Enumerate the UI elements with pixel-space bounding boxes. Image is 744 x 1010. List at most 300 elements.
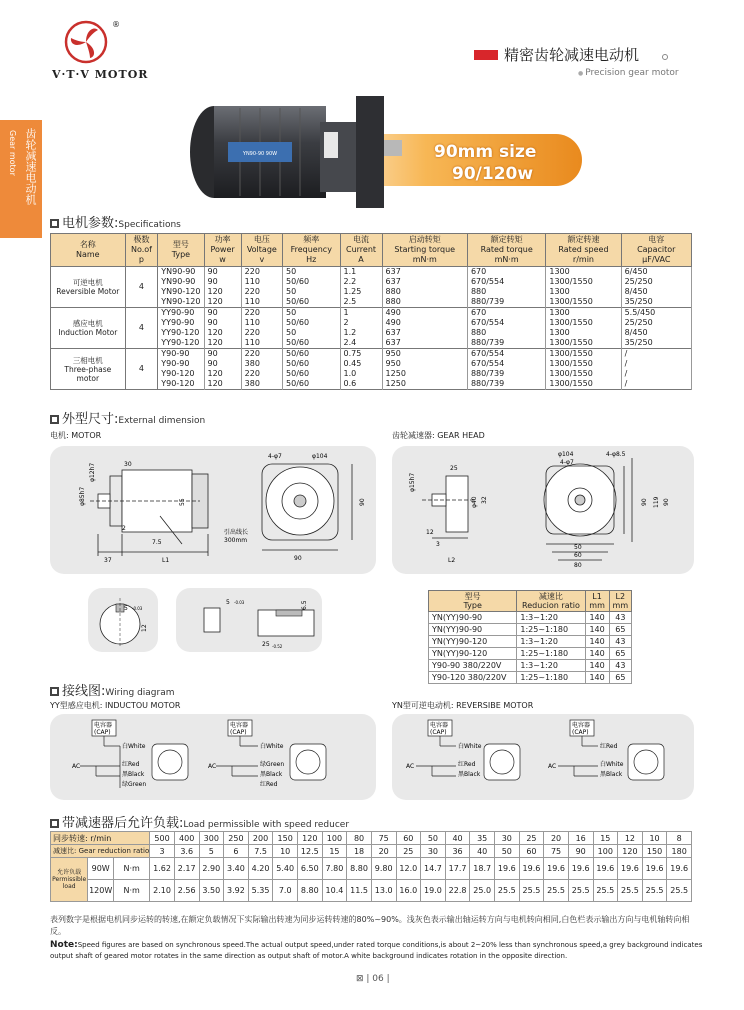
- spec-header-8: [467, 234, 545, 267]
- spec-cell: 1300: [546, 267, 621, 278]
- load-value-cell: 18.7: [470, 858, 495, 880]
- motor-dim-d11: 90: [359, 498, 366, 506]
- page-title: 精密齿轮减速电动机: [504, 46, 640, 64]
- gear-header-2: [585, 591, 609, 612]
- spec-cell: 637: [382, 338, 467, 349]
- load-ratio-cell: 18: [347, 845, 372, 858]
- load-power: 90W: [88, 858, 114, 880]
- load-ratio-cell: 40: [470, 845, 495, 858]
- wiring-mid-wire-4: 红Red: [260, 781, 278, 788]
- brand-name: V·T·V MOTOR: [52, 68, 149, 81]
- page-number-value: 06: [372, 974, 384, 984]
- load-value-cell: 8.80: [347, 858, 372, 880]
- load-ratio-cell: 3: [150, 845, 175, 858]
- spec-cell: Y90-90: [158, 349, 204, 360]
- load-ratio-cell: 75: [544, 845, 569, 858]
- spec-header-en: Current A: [346, 245, 377, 264]
- gear-cell: YN(YY)90-90: [429, 612, 517, 624]
- wiring-cap-en: (CAP): [94, 729, 111, 736]
- gear-cell: Y90-120 380/220V: [429, 672, 517, 684]
- gear-dim-d5: 4-φ8.5: [606, 451, 626, 458]
- load-speed-cell: 25: [519, 832, 544, 845]
- gear-cell: 140: [585, 672, 609, 684]
- spec-cell: 1250: [382, 379, 467, 390]
- wiring-cap-en-2: (CAP): [230, 729, 247, 736]
- motor-dim-d3: 30: [124, 461, 132, 468]
- spec-cell: Y90-120: [158, 369, 204, 379]
- spec-group-name: [51, 349, 126, 390]
- load-speed-cell: 35: [470, 832, 495, 845]
- key-dim-k3: 5: [226, 599, 230, 606]
- wiring-right-label: YN型可逆电动机: REVERSIBE MOTOR: [392, 701, 534, 710]
- load-value-cell: 19.6: [642, 858, 667, 880]
- load-ratio-cell: 30: [421, 845, 446, 858]
- spec-cell: 50/60: [283, 338, 340, 349]
- load-ratio-cell: 20: [371, 845, 396, 858]
- spec-cell: YY90-90: [158, 308, 204, 319]
- gear-dim-d4: φ104: [558, 451, 574, 458]
- spec-cell: 220: [241, 328, 282, 338]
- key-side-drawing: [176, 588, 322, 652]
- spec-cell: 637: [382, 328, 467, 338]
- spec-heading-en: Specifications: [118, 220, 181, 230]
- motor-nameplate: YN90-90 90W: [242, 151, 278, 157]
- spec-row: [51, 267, 692, 278]
- spec-cell: 1.25: [340, 287, 382, 297]
- load-value-cell: 6.50: [298, 858, 323, 880]
- spec-cell: 90: [204, 308, 241, 319]
- spec-cell: 2: [340, 318, 382, 328]
- spec-group-name: [51, 267, 126, 308]
- load-ratio-cell: 180: [667, 845, 692, 858]
- load-ratio-label: 减速比: Gear reduction ratio: [51, 845, 150, 858]
- spec-cell: 1: [340, 308, 382, 319]
- gear-dim-d6: φ40: [471, 496, 478, 508]
- wiring-cap-cn: 电容器: [94, 722, 113, 729]
- load-side-cn: 允许负载: [57, 869, 82, 876]
- spec-header-en: Voltage v: [246, 245, 277, 264]
- spec-cell: 670/554: [467, 359, 545, 369]
- spec-cell: 220: [241, 369, 282, 379]
- load-ratio-cell: 6: [224, 845, 249, 858]
- gear-dim-d15: 119: [653, 496, 660, 508]
- load-ratio-cell: 12.5: [298, 845, 323, 858]
- load-value-cell: 2.90: [199, 858, 224, 880]
- spec-cell: 110: [241, 318, 282, 328]
- load-value-cell: 14.7: [421, 858, 446, 880]
- spec-cell: 1300/1550: [546, 297, 621, 308]
- load-unit: N·m: [114, 858, 150, 880]
- load-table: [50, 831, 692, 902]
- load-value-cell: 8.80: [298, 880, 323, 902]
- gear-cell: 1:25~1:180: [517, 624, 585, 636]
- load-value-cell: 17.7: [445, 858, 470, 880]
- spec-cell: 110: [241, 338, 282, 349]
- gear-cell: 65: [609, 672, 631, 684]
- wiring-left-wire-4: 绿Green: [122, 781, 147, 788]
- load-heading-en: Load permissible with speed reducer: [183, 820, 350, 830]
- gear-cell: 140: [585, 612, 609, 624]
- wiring-right1-wire-2: 红Red: [458, 761, 476, 768]
- load-heading: [50, 812, 349, 831]
- spec-cell: 880/739: [467, 379, 545, 390]
- spec-header-cn: 额定转速: [567, 235, 600, 244]
- spec-cell: 220: [241, 267, 282, 278]
- page-subtitle: ● Precision gear motor: [578, 68, 679, 78]
- gear-header-1: [517, 591, 585, 612]
- key-dim-k5: 25: [262, 641, 270, 648]
- wiring-cap-en-3: (CAP): [430, 729, 447, 736]
- motor-dim-d5: 2: [122, 525, 126, 532]
- load-value-cell: 19.6: [544, 858, 569, 880]
- gear-dim-d3: 4-φ7: [560, 459, 574, 466]
- key-dim-k1-tol: -0.03: [132, 606, 143, 611]
- gear-header-en: Type: [463, 601, 482, 610]
- spec-cell: YN90-90: [158, 267, 204, 278]
- spec-group-poles: 4: [125, 267, 158, 308]
- spec-cell: 670: [467, 267, 545, 278]
- load-speed-cell: 400: [174, 832, 199, 845]
- spec-group-poles: 4: [125, 349, 158, 390]
- spec-cell: 50/60: [283, 318, 340, 328]
- load-value-cell: 25.5: [519, 880, 544, 902]
- spec-header-3: [204, 234, 241, 267]
- spec-header-cn: 极数: [133, 235, 150, 244]
- gear-cell: 1:25~1:180: [517, 648, 585, 660]
- spec-header-1: [125, 234, 158, 267]
- spec-header-cn: 名称: [79, 240, 96, 249]
- spec-cell: 490: [382, 308, 467, 319]
- spec-group-en: Induction Motor: [58, 328, 118, 337]
- load-ratio-cell: 50: [495, 845, 520, 858]
- load-value-cell: 7.80: [322, 858, 347, 880]
- load-ratio-cell: 7.5: [248, 845, 273, 858]
- load-speed-cell: 20: [544, 832, 569, 845]
- load-speed-cell: 30: [495, 832, 520, 845]
- gear-dim-d12: 60: [574, 552, 582, 559]
- spec-cell: 35/250: [621, 338, 691, 349]
- spec-header-9: [546, 234, 621, 267]
- gear-header-cn: 减速比: [538, 592, 563, 601]
- gear-dim-d1: φ15h7: [409, 472, 416, 492]
- spec-cell: 25/250: [621, 277, 691, 287]
- spec-cell: 50: [283, 267, 340, 278]
- spec-cell: 120: [204, 328, 241, 338]
- gear-dimension-drawing: [392, 446, 694, 574]
- load-speed-cell: 500: [150, 832, 175, 845]
- spec-cell: 1300/1550: [546, 379, 621, 390]
- gear-cell: YN(YY)90-120: [429, 636, 517, 648]
- spec-cell: 880/739: [467, 369, 545, 379]
- spec-cell: 950: [382, 359, 467, 369]
- gear-cell: 65: [609, 624, 631, 636]
- spec-header-en: Frequency Hz: [290, 245, 332, 264]
- spec-header-cn: 额定转矩: [490, 235, 523, 244]
- dimension-heading: [50, 408, 205, 427]
- spec-cell: 5.5/450: [621, 308, 691, 319]
- section-square-icon: [50, 415, 59, 424]
- wiring-mid-wire-3: 黑Black: [260, 771, 283, 778]
- load-side-label: [51, 858, 88, 902]
- load-speed-row: [51, 832, 692, 845]
- load-value-cell: 22.8: [445, 880, 470, 902]
- spec-cell: 220: [241, 287, 282, 297]
- spec-heading-cn: 电机参数:: [62, 216, 119, 231]
- spec-header-cn: 电压: [253, 235, 270, 244]
- load-row: [51, 880, 692, 902]
- spec-header-cn: 启动转矩: [408, 235, 441, 244]
- spec-header-6: [340, 234, 382, 267]
- gear-cell: 43: [609, 612, 631, 624]
- motor-dimension-label: 电机: MOTOR: [50, 431, 102, 440]
- spec-cell: 50/60: [283, 297, 340, 308]
- spec-header-4: [241, 234, 282, 267]
- spec-header-en: Capacitor μF/VAC: [637, 245, 676, 264]
- load-value-cell: 2.10: [150, 880, 175, 902]
- spec-group-cn: 感应电机: [72, 319, 103, 328]
- motor-dimension-drawing: [50, 446, 376, 574]
- title-dot-icon: [662, 54, 668, 60]
- spec-group-en: Reversible Motor: [56, 287, 120, 296]
- load-speed-cell: 80: [347, 832, 372, 845]
- spec-cell: 1300/1550: [546, 349, 621, 360]
- spec-cell: Y90-120: [158, 379, 204, 390]
- spec-cell: 2.4: [340, 338, 382, 349]
- spec-cell: 90: [204, 359, 241, 369]
- pinwheel-logo-icon: [64, 20, 108, 64]
- spec-cell: 670/554: [467, 349, 545, 360]
- spec-cell: 1300: [546, 308, 621, 319]
- spec-cell: 1.1: [340, 267, 382, 278]
- spec-header-7: [382, 234, 467, 267]
- gear-cell: 140: [585, 624, 609, 636]
- gear-cell: 43: [609, 660, 631, 672]
- spec-cell: 1300/1550: [546, 338, 621, 349]
- motor-lead-val: 300mm: [224, 537, 248, 544]
- load-value-cell: 9.80: [371, 858, 396, 880]
- spec-cell: 2.2: [340, 277, 382, 287]
- note-en: [50, 940, 710, 962]
- load-value-cell: 4.20: [248, 858, 273, 880]
- load-value-cell: 3.92: [224, 880, 249, 902]
- load-speed-cell: 200: [248, 832, 273, 845]
- spec-header-cn: 电容: [648, 235, 665, 244]
- spec-cell: 880/739: [467, 297, 545, 308]
- spec-cell: 50/60: [283, 369, 340, 379]
- spec-cell: YN90-90: [158, 277, 204, 287]
- spec-header-cn: 电流: [353, 235, 370, 244]
- wiring-left-drawing: [50, 714, 376, 800]
- motor-dim-d9: φ104: [312, 453, 328, 460]
- wiring-left-label: YY型感应电机: INDUCTOU MOTOR: [50, 701, 181, 710]
- motor-dim-d6: 7.5: [152, 539, 162, 546]
- spec-cell: 1300: [546, 287, 621, 297]
- gear-header-en: Reducion ratio: [522, 601, 580, 610]
- load-heading-cn: 带减速器后允许负载:: [62, 816, 184, 831]
- load-ratio-cell: 150: [642, 845, 667, 858]
- load-ratio-cell: 60: [519, 845, 544, 858]
- load-ratio-cell: 36: [445, 845, 470, 858]
- spec-cell: /: [621, 359, 691, 369]
- gear-row: [429, 624, 632, 636]
- spec-cell: 880: [467, 328, 545, 338]
- load-value-cell: 25.5: [618, 880, 643, 902]
- wiring-left-wire-1: 白White: [122, 743, 146, 750]
- spec-cell: 380: [241, 359, 282, 369]
- note-en-text: Speed figures are based on synchronous speed.The actual output speed,under rated torque conditions,is about 2~20% less than synchronous speed,a grey background indicates output shaft of geared motor rotates in the same direction as output shaft of motor.A white background indicates rotation in the opposite direction.: [50, 941, 703, 960]
- spec-cell: YY90-90: [158, 318, 204, 328]
- spec-cell: 50: [283, 328, 340, 338]
- load-ratio-cell: 15: [322, 845, 347, 858]
- gear-dim-d9: 3: [436, 541, 440, 548]
- load-value-cell: 12.0: [396, 858, 421, 880]
- wiring-cap-en-4: (CAP): [572, 729, 589, 736]
- load-value-cell: 19.6: [593, 858, 618, 880]
- load-ratio-cell: 5: [199, 845, 224, 858]
- spec-table: [50, 233, 692, 390]
- load-ratio-cell: 100: [593, 845, 618, 858]
- load-speed-cell: 75: [371, 832, 396, 845]
- gear-motor-photo: [180, 92, 405, 212]
- registered-mark: ®: [112, 20, 120, 29]
- spec-group-en: Three-phase motor: [64, 364, 112, 383]
- load-value-cell: 11.5: [347, 880, 372, 902]
- spec-header-cn: 功率: [214, 235, 231, 244]
- wiring-right1-wire-1: 白White: [458, 743, 482, 750]
- spec-cell: 380: [241, 379, 282, 390]
- wiring-cap-cn-3: 电容器: [430, 722, 449, 729]
- gear-cell: 43: [609, 636, 631, 648]
- load-value-cell: 3.40: [224, 858, 249, 880]
- spec-cell: 120: [204, 287, 241, 297]
- spec-header-2: [158, 234, 204, 267]
- load-side-en: Permissible load: [52, 876, 87, 890]
- spec-cell: 1300/1550: [546, 318, 621, 328]
- gear-cell: YN(YY)90-120: [429, 648, 517, 660]
- wiring-left-wire-3: 黑Black: [122, 771, 145, 778]
- spec-header-en: Type: [171, 250, 191, 259]
- gear-cell: 65: [609, 648, 631, 660]
- header-accent-bar: [474, 50, 498, 60]
- key-dim-k1: 5: [124, 605, 128, 612]
- key-dim-k5-tol: -0.52: [272, 644, 283, 649]
- gear-header-0: [429, 591, 517, 612]
- load-value-cell: 10.4: [322, 880, 347, 902]
- load-speed-cell: 300: [199, 832, 224, 845]
- spec-cell: 90: [204, 318, 241, 328]
- spec-cell: 0.75: [340, 349, 382, 360]
- spec-header-en: Name: [76, 250, 100, 259]
- gear-cell: Y90-90 380/220V: [429, 660, 517, 672]
- load-row: [51, 858, 692, 880]
- spec-group-cn: 三相电机: [72, 355, 103, 365]
- load-ratio-cell: 90: [568, 845, 593, 858]
- shaft-key-drawing: [88, 588, 158, 652]
- gear-row: [429, 672, 632, 684]
- gear-cell: 140: [585, 648, 609, 660]
- load-value-cell: 7.0: [273, 880, 298, 902]
- gear-header-cn: L2: [615, 592, 626, 601]
- note-cn: 表列数字是根据电机同步运转的转速,在额定负载情况下实际输出转速为同步运转转速的80%~90%。浅灰色表示输出轴运转方向与电机转向相同,白色栏表示输出方向与电机轴转向相反。: [50, 915, 690, 936]
- spec-cell: 120: [204, 369, 241, 379]
- spec-cell: 1300/1550: [546, 277, 621, 287]
- motor-dim-d10: 90: [294, 555, 302, 562]
- gear-header-cn: L1: [592, 592, 602, 601]
- motor-dim-holes: 4-φ7: [268, 453, 282, 460]
- spec-header-cn: 型号: [172, 240, 189, 249]
- spec-header-en: Power w: [210, 245, 235, 264]
- spec-header-en: Starting torque mN·m: [394, 245, 456, 264]
- spec-cell: 50/60: [283, 379, 340, 390]
- gear-dim-d7: 32: [481, 496, 488, 504]
- gear-header-3: [609, 591, 631, 612]
- load-value-cell: 25.5: [593, 880, 618, 902]
- load-speed-cell: 12: [618, 832, 643, 845]
- spec-cell: 2.5: [340, 297, 382, 308]
- spec-cell: /: [621, 369, 691, 379]
- gear-dim-d10: L2: [448, 557, 456, 564]
- gear-cell: 1:3~1:20: [517, 636, 585, 648]
- spec-cell: 1300/1550: [546, 369, 621, 379]
- load-value-cell: 2.56: [174, 880, 199, 902]
- load-value-cell: 5.35: [248, 880, 273, 902]
- page-number: ⊠ | 06 |: [356, 974, 390, 984]
- spec-cell: 880: [382, 287, 467, 297]
- load-speed-cell: 50: [421, 832, 446, 845]
- gear-ratio-table: [428, 590, 632, 684]
- wiring-right2-wire-2: 白White: [600, 761, 624, 768]
- load-speed-label: 同步转速: r/min: [51, 832, 150, 845]
- spec-cell: 120: [204, 338, 241, 349]
- spec-cell: /: [621, 349, 691, 360]
- load-value-cell: 2.17: [174, 858, 199, 880]
- spec-header-en: Rated speed r/min: [558, 245, 609, 264]
- spec-cell: 35/250: [621, 297, 691, 308]
- spec-cell: 880: [467, 287, 545, 297]
- load-speed-cell: 150: [273, 832, 298, 845]
- gear-cell: 140: [585, 660, 609, 672]
- side-category-tab: [0, 120, 42, 238]
- spec-header-5: [283, 234, 340, 267]
- load-value-cell: 25.5: [495, 880, 520, 902]
- wiring-cap-cn-2: 电容器: [230, 722, 249, 729]
- wiring-left-wire-2: 红Red: [122, 761, 140, 768]
- load-speed-cell: 15: [593, 832, 618, 845]
- spec-header-en: No.of p: [130, 245, 152, 264]
- wiring-ac-label-4: AC: [548, 763, 557, 770]
- spec-header-en: Rated torque mN·m: [480, 245, 533, 264]
- spec-cell: 1300: [546, 328, 621, 338]
- gear-cell: 1:3~1:20: [517, 660, 585, 672]
- load-speed-cell: 120: [298, 832, 323, 845]
- spec-cell: 50: [283, 287, 340, 297]
- spec-cell: 50/60: [283, 359, 340, 369]
- spec-cell: 670: [467, 308, 545, 319]
- spec-cell: 220: [241, 349, 282, 360]
- spec-cell: 50/60: [283, 349, 340, 360]
- key-dim-k4: 6.5: [301, 600, 308, 610]
- dimension-heading-cn: 外型尺寸:: [62, 412, 119, 427]
- load-power: 120W: [88, 880, 114, 902]
- wiring-heading: [50, 680, 175, 699]
- gear-dim-d14: 90: [641, 498, 648, 506]
- spec-cell: 880: [382, 297, 467, 308]
- load-value-cell: 25.5: [568, 880, 593, 902]
- wiring-right1-wire-3: 黑Black: [458, 771, 481, 778]
- wiring-right-drawing: [392, 714, 694, 800]
- spec-cell: 6/450: [621, 267, 691, 278]
- gear-row: [429, 648, 632, 660]
